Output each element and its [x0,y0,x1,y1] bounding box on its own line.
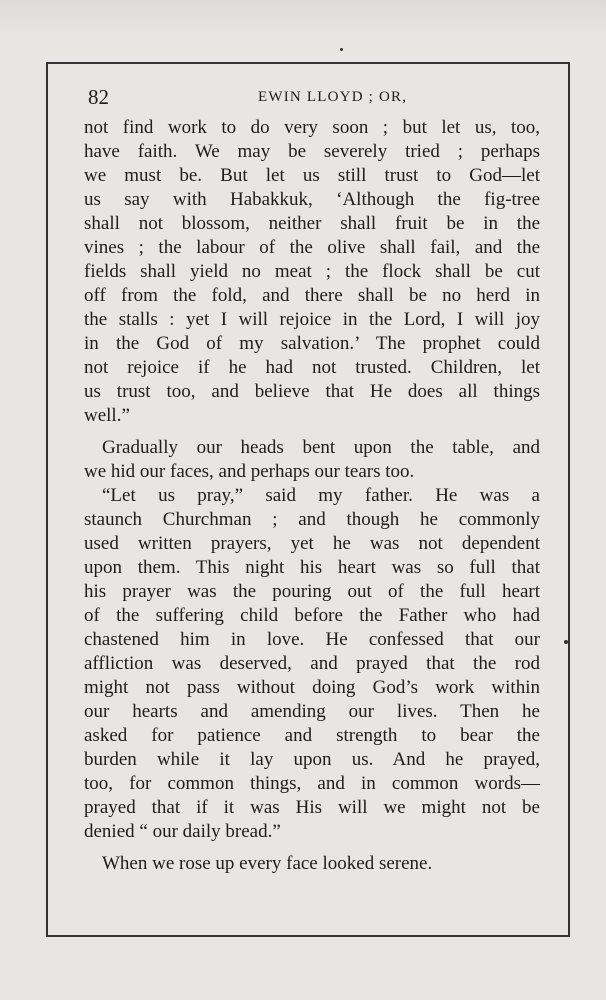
text-line: too, for common things, and in common words— [84,773,540,794]
text-line: our hearts and amending our lives. Then he [84,701,540,722]
paragraph [84,852,540,876]
text-line: off from the fold, and there shall be no herd in [84,285,540,306]
paragraph [84,116,540,428]
text-line: When we rose up every face looked serene. [102,853,433,874]
text-line: we must be. But let us still trust to God—let [84,165,540,186]
text-line: used written prayers, yet he was not dependent [84,533,540,554]
text-line: fields shall yield no meat ; the flock shall be cut [84,261,540,282]
text-line: chastened him in love. He confessed that our [84,629,540,650]
page-number: 82 [88,85,109,109]
body-text [84,116,540,876]
text-line: vines ; the labour of the olive shall fail, and the [84,237,540,258]
text-line: we hid our faces, and perhaps our tears too. [84,461,415,482]
paper-speck [564,640,568,644]
text-line: Gradually our heads bent upon the table, and [102,437,540,458]
text-line: well.” [84,405,130,426]
paragraph [84,484,540,844]
text-line: affliction was deserved, and prayed that the rod [84,653,540,674]
page-edge [0,0,606,38]
text-line: might not pass without doing God’s work within [84,677,540,698]
text-line: have faith. We may be severely tried ; perhaps [84,141,540,162]
text-line: upon them. This night his heart was so full that [84,557,540,578]
text-line: staunch Churchman ; and though he commonly [84,509,540,530]
text-line: prayed that if it was His will we might not be [84,797,540,818]
text-line: us trust too, and believe that He does all things [84,381,540,402]
paragraph [84,436,540,484]
page-header [88,80,544,114]
text-line: “Let us pray,” said my father. He was a [102,485,540,506]
text-line: denied “ our daily bread.” [84,821,281,842]
text-line: of the suffering child before the Father who had [84,605,540,626]
text-line: not rejoice if he had not trusted. Children, let [84,357,540,378]
text-line: asked for patience and strength to bear the [84,725,540,746]
paragraph-gap [84,428,540,436]
text-line: in the God of my salvation.’ The prophet could [84,333,540,354]
text-line: burden while it lay upon us. And he prayed, [84,749,540,770]
text-line: his prayer was the pouring out of the full heart [84,581,540,602]
text-line: not find work to do very soon ; but let us, too, [84,117,540,138]
text-line: the stalls : yet I will rejoice in the Lord, I will joy [84,309,540,330]
running-head: EWIN LLOYD ; OR, [258,89,408,105]
paper-speck [340,48,343,51]
paragraph-gap [84,844,540,852]
text-line: us say with Habakkuk, ‘Although the fig-tree [84,189,540,210]
text-line: shall not blossom, neither shall fruit be in the [84,213,540,234]
